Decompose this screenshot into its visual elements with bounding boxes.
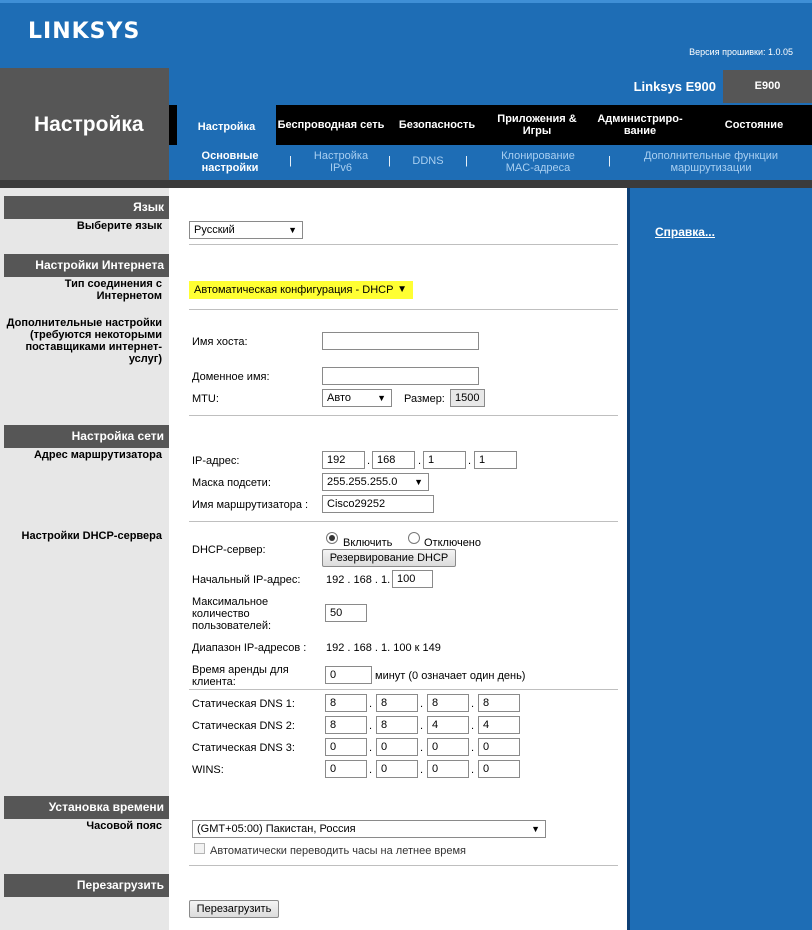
subnet-mask-select[interactable] — [322, 473, 429, 491]
dhcp-reservation-button[interactable]: Резервирование DHCP — [322, 549, 456, 567]
lease-time-label: Время аренды для клиента: — [192, 664, 289, 688]
octet-dot: . — [369, 764, 373, 776]
ip-range-label: Диапазон IP-адресов : — [192, 642, 307, 654]
octet-dot: . — [471, 742, 475, 754]
dns3-octet-4[interactable]: 0 — [478, 738, 520, 756]
reboot-button[interactable]: Перезагрузить — [189, 900, 279, 918]
octet-dot: . — [369, 698, 373, 710]
start-ip-label: Начальный IP-адрес: — [192, 574, 301, 586]
subtab-basic[interactable]: Основные настройки — [201, 150, 259, 174]
section-language: Язык — [4, 196, 169, 219]
label-router-address: Адрес маршрутизатора — [33, 449, 162, 461]
page-title: Настройка — [34, 113, 144, 136]
dns1-octet-3[interactable]: 8 — [427, 694, 469, 712]
octet-dot: . — [420, 698, 424, 710]
timezone-select[interactable] — [192, 820, 546, 838]
section-reboot: Перезагрузить — [4, 874, 169, 897]
ip-octet-1[interactable]: 192 — [322, 451, 365, 469]
dns1-octet-2[interactable]: 8 — [376, 694, 418, 712]
subnet-mask-label: Маска подсети: — [192, 477, 271, 489]
dns2-octet-1[interactable]: 8 — [325, 716, 367, 734]
subtab-ddns[interactable]: DDNS — [412, 155, 444, 167]
label-timezone: Часовой пояс — [86, 820, 162, 832]
timezone-value: (GMT+05:00) Пакистан, Россия — [197, 823, 356, 835]
tab-wireless[interactable]: Беспроводная сеть — [277, 119, 385, 131]
chevron-down-icon: ▼ — [288, 225, 297, 235]
mtu-select[interactable] — [322, 389, 392, 407]
wins-octet-1[interactable]: 0 — [325, 760, 367, 778]
dns3-octet-1[interactable]: 0 — [325, 738, 367, 756]
dhcp-disable-label: Отключено — [424, 537, 481, 549]
octet-dot: . — [471, 764, 475, 776]
connection-type-value: Автоматическая конфигурация - DHCP — [194, 284, 394, 296]
dns1-octet-1[interactable]: 8 — [325, 694, 367, 712]
lease-time-unit: минут (0 означает один день) — [375, 670, 526, 682]
tab-status[interactable]: Состояние — [724, 119, 784, 131]
ip-octet-4[interactable]: 1 — [474, 451, 517, 469]
ip-address-label: IP-адрес: — [192, 455, 240, 467]
octet-dot: . — [369, 742, 373, 754]
ip-octet-3[interactable]: 1 — [423, 451, 466, 469]
chevron-down-icon: ▼ — [414, 477, 423, 487]
firmware-version: Версия прошивки: 1.0.05 — [689, 47, 793, 57]
section-internet: Настройки Интернета — [4, 254, 169, 277]
chevron-down-icon: ▼ — [531, 824, 540, 834]
divider — [189, 244, 618, 245]
divider — [189, 415, 618, 416]
help-link[interactable]: Справка... — [655, 225, 715, 239]
tab-setup[interactable]: Настройка — [177, 105, 276, 145]
octet-dot: . — [418, 455, 422, 467]
octet-dot: . — [471, 720, 475, 732]
ip-range-value: 192 . 168 . 1. 100 к 149 — [326, 642, 441, 654]
linksys-logo: LINKSYS — [28, 19, 141, 44]
wins-octet-3[interactable]: 0 — [427, 760, 469, 778]
dns1-label: Статическая DNS 1: — [192, 698, 295, 710]
tab-applications-games[interactable]: Приложения & Игры — [497, 113, 577, 137]
dns3-octet-2[interactable]: 0 — [376, 738, 418, 756]
max-users-input[interactable]: 50 — [325, 604, 367, 622]
product-name: Linksys E900 — [633, 79, 716, 94]
dns2-octet-3[interactable]: 4 — [427, 716, 469, 734]
octet-dot: . — [420, 764, 424, 776]
octet-dot: . — [471, 698, 475, 710]
dhcp-server-label: DHCP-сервер: — [192, 544, 266, 556]
start-ip-prefix: 192 . 168 . 1. — [326, 574, 391, 586]
subtab-ipv6[interactable]: Настройка IPv6 — [313, 150, 369, 174]
subtab-separator: | — [289, 155, 292, 167]
mtu-value: Авто — [327, 392, 351, 404]
domain-name-label: Доменное имя: — [192, 371, 270, 383]
dns2-label: Статическая DNS 2: — [192, 720, 295, 732]
dhcp-disable-radio[interactable] — [408, 532, 420, 544]
chevron-down-icon: ▼ — [377, 393, 386, 403]
label-dhcp-settings: Настройки DHCP-сервера — [21, 530, 162, 542]
section-time: Установка времени — [4, 796, 169, 819]
divider — [189, 865, 618, 866]
host-name-label: Имя хоста: — [192, 336, 248, 348]
label-choose-language: Выберите язык — [76, 220, 162, 232]
subtab-separator: | — [388, 155, 391, 167]
router-name-input[interactable]: Cisco29252 — [322, 495, 434, 513]
chevron-down-icon: ▼ — [397, 284, 407, 295]
octet-dot: . — [420, 720, 424, 732]
label-additional-settings: Дополнительные настройки (требуются некоторыми поставщиками интернет-услуг) — [6, 317, 162, 365]
tab-security[interactable]: Безопасность — [398, 119, 476, 131]
dhcp-enable-label: Включить — [343, 537, 393, 549]
lease-time-input[interactable]: 0 — [325, 666, 372, 684]
wins-label: WINS: — [192, 764, 224, 776]
dst-label: Автоматически переводить часы на летнее время — [210, 845, 466, 857]
subtab-mac-clone[interactable]: Клонирование MAC-адреса — [501, 150, 575, 174]
router-name-label: Имя маршрутизатора : — [192, 499, 309, 511]
divider-strip — [0, 180, 812, 188]
dns3-octet-3[interactable]: 0 — [427, 738, 469, 756]
octet-dot: . — [369, 720, 373, 732]
subtab-advanced-routing[interactable]: Дополнительные функции маршрутизации — [643, 150, 779, 174]
divider — [189, 689, 618, 690]
section-network: Настройка сети — [4, 425, 169, 448]
octet-dot: . — [420, 742, 424, 754]
octet-dot: . — [468, 455, 472, 467]
dns2-octet-4[interactable]: 4 — [478, 716, 520, 734]
mtu-label: MTU: — [192, 393, 219, 405]
mtu-size-label: Размер: — [404, 393, 445, 405]
domain-name-input[interactable] — [322, 367, 479, 385]
octet-dot: . — [367, 455, 371, 467]
max-users-label: Максимальное количество пользователей: — [192, 596, 272, 632]
divider — [189, 521, 618, 522]
mtu-size-input[interactable]: 1500 — [450, 389, 485, 407]
subtab-separator: | — [608, 155, 611, 167]
host-name-input[interactable] — [322, 332, 479, 350]
ip-octet-2[interactable]: 168 — [372, 451, 415, 469]
connection-type-select[interactable] — [189, 281, 413, 299]
subnet-mask-value: 255.255.255.0 — [327, 476, 398, 488]
wins-octet-2[interactable]: 0 — [376, 760, 418, 778]
dns3-label: Статическая DNS 3: — [192, 742, 295, 754]
dns1-octet-4[interactable]: 8 — [478, 694, 520, 712]
language-select[interactable] — [189, 221, 303, 239]
divider — [189, 309, 618, 310]
tab-administration[interactable]: Администриро- вание — [597, 113, 683, 137]
wins-octet-4[interactable]: 0 — [478, 760, 520, 778]
subtab-separator: | — [465, 155, 468, 167]
dns2-octet-2[interactable]: 8 — [376, 716, 418, 734]
model-badge: E900 — [723, 70, 812, 103]
dhcp-enable-radio[interactable] — [326, 532, 338, 544]
help-panel — [627, 188, 812, 930]
language-value: Русский — [194, 224, 235, 236]
dst-checkbox[interactable] — [194, 843, 205, 854]
start-ip-input[interactable]: 100 — [392, 570, 433, 588]
label-connection-type: Тип соединения с Интернетом — [64, 278, 162, 302]
